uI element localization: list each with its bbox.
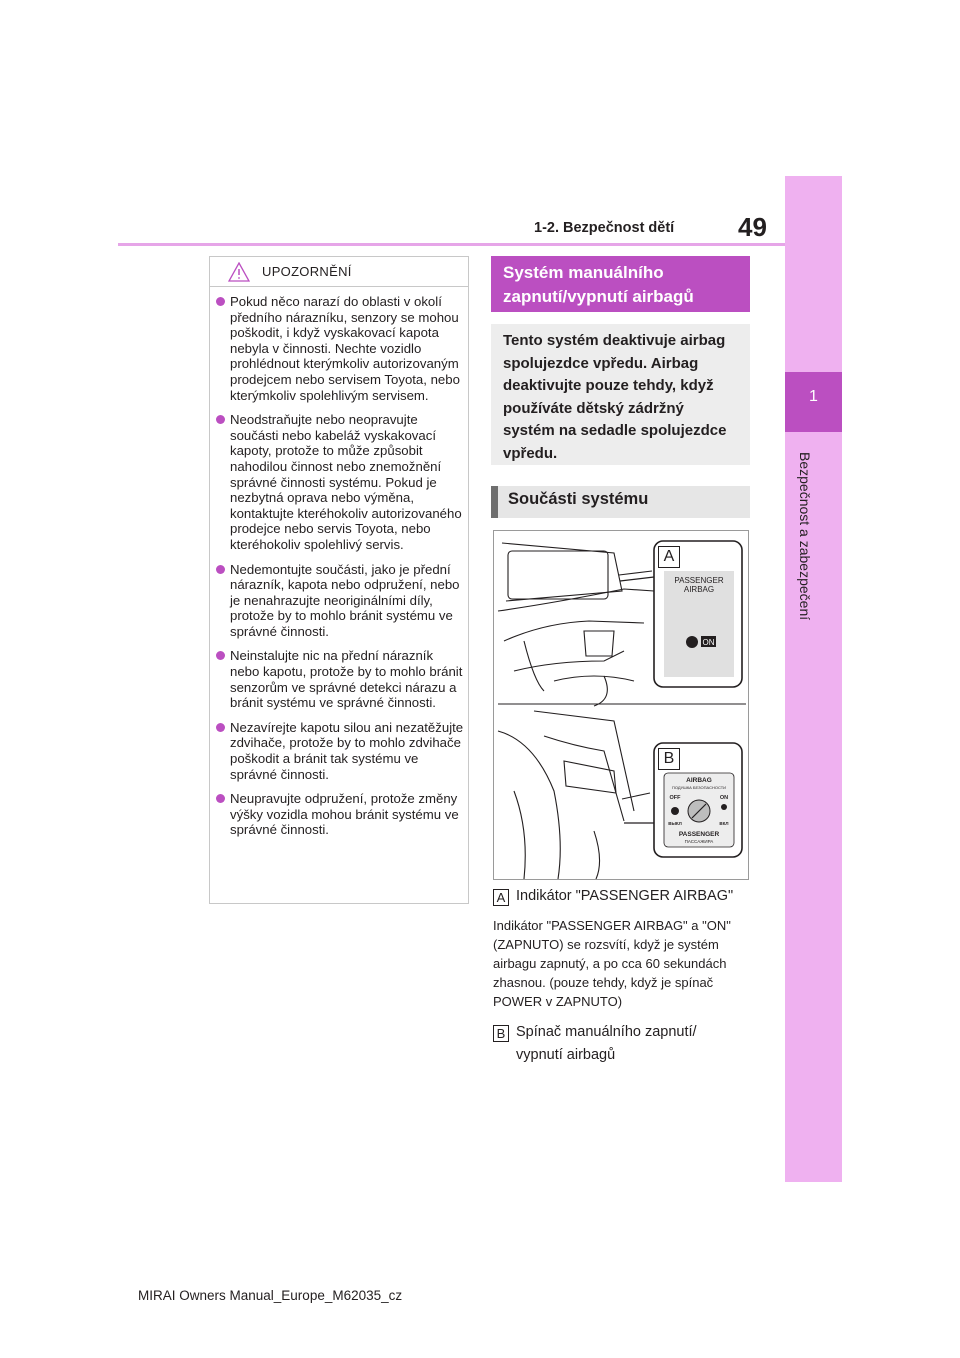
switch-bottom-ru: ПАССАЖИРА xyxy=(684,839,714,844)
warning-item-text: Neinstalujte nic na přední nárazník nebo kapotu, protože by to mohlo bránit senzorům ve správné detekci nárazu a bránit systému ve správné činnosti. xyxy=(230,648,463,711)
switch-on: ON xyxy=(719,795,729,801)
bullet-icon xyxy=(216,651,225,660)
switch-on-ru: ВКЛ xyxy=(719,821,729,826)
warning-list xyxy=(216,294,466,847)
section-title: 1-2. Bezpečnost dětí xyxy=(534,220,675,236)
warning-box xyxy=(209,256,469,904)
system-note: Tento systém deaktivuje airbag spolujezdce vpředu. Airbag deaktivujte pouze tehdy, když používáte dětský zádržný systém na sedadle spolujezdce vpředu. xyxy=(491,324,750,465)
warning-item-text: Nezavírejte kapotu silou ani nezatěžujte zdvihače, protože by to mohlo zdvihače poškodit a bránit tak systému ve správné činnosti. xyxy=(230,719,464,782)
components-heading: Součásti systému xyxy=(491,486,750,518)
caption-b-title-line1: Spínač manuálního zapnutí/ xyxy=(516,1024,697,1040)
switch-top-ru: ПОДУШКА БЕЗОПАСНОСТИ xyxy=(671,785,727,790)
caption-label-a: A xyxy=(493,889,509,906)
switch-top: AIRBAG xyxy=(686,777,712,784)
warning-item xyxy=(216,294,466,403)
switch-off: OFF xyxy=(669,795,681,801)
header-rule xyxy=(118,243,785,246)
warning-item-text: Neodstraňujte nebo neopravujte součásti nebo kabeláž vyskakovací kapoty, protože to může způsobit nahodilou činnost nebo znemožnění správné činnosti systému. Pokud je nezbytná oprava nebo výměna, kontaktujte kteréhokoliv autorizovaného prodejce nebo servis Toyota, nebo kteréhokoliv spolehlivý servis. xyxy=(230,412,462,552)
caption-a-title: Indikátor "PASSENGER AIRBAG" xyxy=(516,888,734,904)
indicator-line2: AIRBAG xyxy=(683,585,715,594)
system-heading: Systém manuálního zapnutí/vypnutí airbagů xyxy=(491,256,750,312)
bullet-icon xyxy=(216,297,225,306)
warning-triangle-icon xyxy=(228,262,250,282)
dashboard-illustration xyxy=(494,531,749,880)
chapter-tab-strip xyxy=(785,176,842,1182)
footer-text: MIRAI Owners Manual_Europe_M62035_cz xyxy=(138,1288,403,1303)
warning-item xyxy=(216,648,466,710)
page-number: 49 xyxy=(738,212,767,242)
bullet-icon xyxy=(216,723,225,732)
warning-item-text: Pokud něco narazí do oblasti v okolí předního nárazníku, senzory se mohou poškodit, i když vyskakovací kapota nebyla v činnosti. Nechte vozidlo prohlédnout kterýmkoliv autorizovaným prodejcem nebo servisem Toyota, nebo kterýmkoliv spolehlivým servisem. xyxy=(230,294,460,403)
bullet-icon xyxy=(216,565,225,574)
chapter-number: 1 xyxy=(809,388,818,405)
warning-item xyxy=(216,791,466,838)
figure-label-a: A xyxy=(658,546,680,568)
warning-item xyxy=(216,720,466,782)
caption-a-body: Indikátor "PASSENGER AIRBAG" a "ON" (ZAPNUTO) se rozsvítí, když je systém airbagu zapnutý, a po cca 60 sekundách zhasnou. (pouze tehdy, když je spínač POWER v ZAPNUTO) xyxy=(493,918,731,1009)
caption-b-title-line2: vypnutí airbagů xyxy=(516,1047,616,1063)
switch-off-ru: ВЫКЛ xyxy=(668,821,682,826)
warning-item-text: Neupravujte odpružení, protože změny výšky vozidla mohou bránit systému ve správné činnosti. xyxy=(230,791,459,838)
airbag-indicator-icon xyxy=(686,636,698,648)
figure-label-b: B xyxy=(658,748,680,770)
warning-item xyxy=(216,412,466,552)
indicator-line1: PASSENGER xyxy=(674,576,724,585)
bullet-icon xyxy=(216,794,225,803)
indicator-on: ON xyxy=(702,638,715,647)
warning-title: UPOZORNĚNÍ xyxy=(262,264,352,279)
warning-item-text: Nedemontujte součásti, jako je přední nárazník, kapota nebo odpružení, nebo je nenahrazujte neoriginálními díly, protože by to mohlo bránit systému ve správné činnosti. xyxy=(230,561,460,639)
bullet-icon xyxy=(216,415,225,424)
warning-header xyxy=(210,257,468,287)
caption-label-b: B xyxy=(493,1025,509,1042)
dashboard-figure xyxy=(493,530,749,880)
chapter-label: Bezpečnost a zabezpečení xyxy=(797,452,813,621)
switch-bottom: PASSENGER xyxy=(678,831,720,838)
warning-item xyxy=(216,562,466,640)
